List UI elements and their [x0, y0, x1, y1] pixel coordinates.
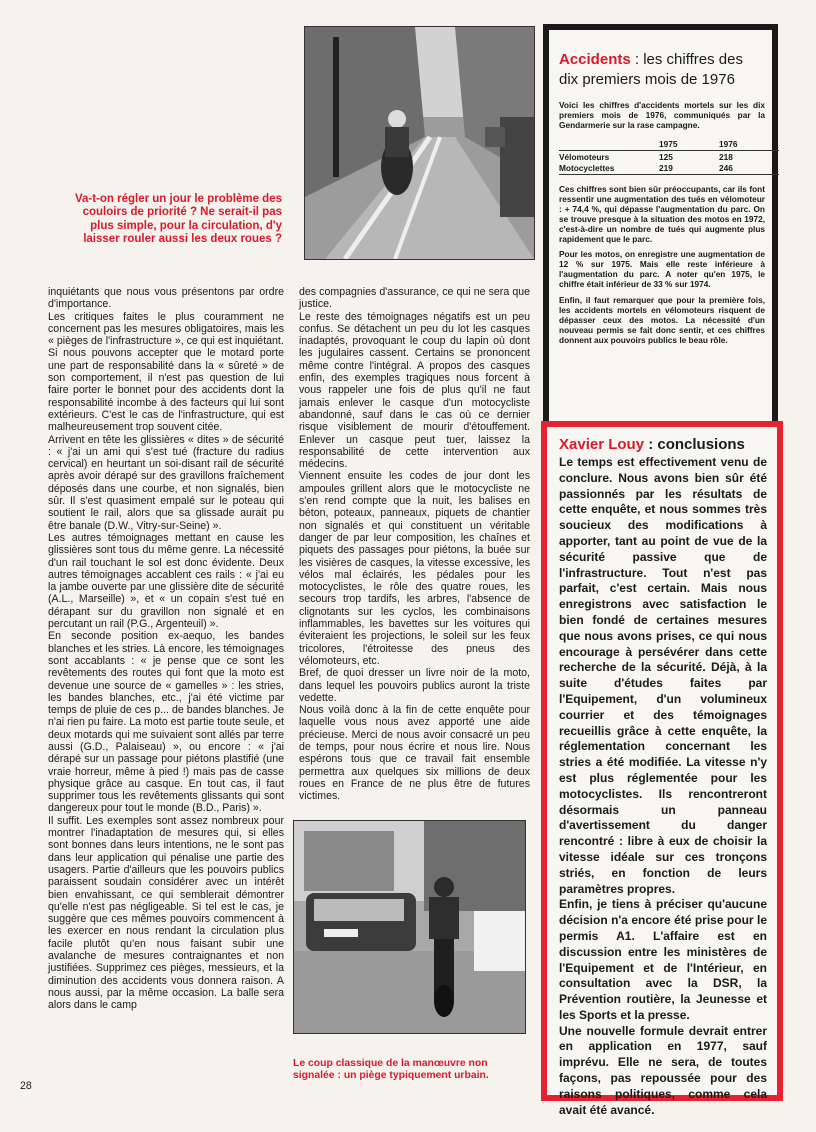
paragraph: Bref, de quoi dresser un livre noir de la moto, dans lequel les pouvoirs publics auront la triste vedette.	[299, 667, 530, 704]
paragraph: Si nous pouvons accepter que le motard porte une part de responsabilité dans la « sûreté » de son comportement, il n'est pas question de lui faire porter le bonnet pour des accidents dont la responsabilité incombe à des facteurs qui lui sont extérieurs. C'est le cas de l'infrastructure, qui est malheureusement trop souvent citée.	[48, 347, 284, 434]
page-number: 28	[20, 1080, 32, 1092]
conclusions-box-body	[559, 455, 767, 1118]
conclusions-title-name: Xavier Louy	[559, 436, 645, 453]
table-row	[559, 151, 779, 163]
paragraph: Les critiques faites le plus couramment ne concernent pas les mesures obligatoires, mais les « pièges de l'infrastructure », ce qui est inquiétant.	[48, 310, 284, 348]
accidents-table	[559, 138, 779, 174]
accidents-paragraph: Ces chiffres sont bien sûr préoccupants, car ils font ressentir une augmentation des tués en vélomoteur : + 74,4 %, qui dépasse l'augmentation du parc. On se trouve presque à la situation des motos en 1972, c'est-à-dire un nombre de tués qui augmente plus rapidement que le parc.	[559, 183, 765, 245]
article-column-middle	[299, 286, 530, 802]
accidents-statistics-box	[543, 24, 778, 432]
paragraph: Arrivent en tête les glissières « dites » de sécurité : « j'ai un ami qui s'est tué (fracture du radius cervical) en heurtant un soi-disant rail de sécurité après avoir dérapé sur des gravillons fraîchement déposés dans une courbe, et non signalés, bien sûr. Il s'est quasiment empalé sur le poteau qui soutient le rail, alors que sa glissade aurait pu être banale (D.W., Vitry-sur-Seine) ».	[48, 433, 284, 532]
accidents-paragraph: Enfin, il faut remarquer que pour la première fois, les accidents mortels en vélomoteurs risquent de dépasser ceux des motos. La nécessité d'un nouveau permis se fait donc sentir, et ces chiffres donnent aux pouvoirs publics le beau rôle.	[559, 294, 765, 345]
paragraph: des compagnies d'assurance, ce qui ne sera que justice.	[299, 286, 530, 311]
conclusions-title-rest: : conclusions	[644, 436, 745, 453]
table-cell: Vélomoteurs	[559, 151, 659, 163]
table-cell: Motocyclettes	[559, 162, 659, 174]
paragraph: Nous voilà donc à la fin de cette enquête pour laquelle vous nous avez apporté une aide précieuse. Merci de nous avoir consacré un peu de temps, pour nous écrire et nous lire. Nous espérons tous que ce travail fait ensemble permettra aux quelques six millions de deux roues en France de ne plus être de futures victimes.	[299, 704, 530, 803]
motorcyclist-street-photo	[304, 26, 535, 260]
bottom-photo-caption: Le coup classique de la manœuvre non signalée : un piège typiquement urbain.	[293, 1058, 489, 1082]
table-row	[559, 162, 779, 174]
conclusions-paragraph: Enfin, je tiens à préciser qu'aucune décision n'a encore été prise pour le permis A1. L'affaire est en discussion entre les ministères de l'Equipement et de l'Intérieur, en consultation avec la DSR, la Prévention routière, la Jeunesse et les Sports et la presse.	[559, 897, 767, 1022]
table-cell: 246	[719, 162, 779, 174]
conclusions-paragraph: Le temps est effectivement venu de conclure. Nous avons bien sûr été passionnés par les résultats de cette enquête, et nous sommes très soucieux des modifications à apporter, tant au point de vue de la sécurité passive que de l'infrastructure. Tout n'est pas parfait, c'est certain. Mais nous enregistrons avec satisfaction le bien fondé de certaines mesures que nous avons prises, ce qui nous encourage à persévérer dans cette recherche de la sécurité. Déjà, à la suite d'études faites par l'Equipement, d'un volumineux courrier et des témoignages recueillis grâce à cette enquête, la réglementation concernant les stries a été modifiée. La vitesse n'y est plus réglementée pour les motocyclistes. Ils rencontreront désormais un panneau d'avertissement du danger rencontré : libre à eux de choisir la vitesse idéale sur ces tronçons striés, en fonction de leurs paramètres propres.	[559, 455, 767, 896]
table-header-row	[559, 138, 779, 151]
paragraph: Les autres témoignages mettant en cause les glissières sont tous du même genre. La nécessité d'un rail touchant le sol est donc évidente. Deux autres témoignages accablent ces rails : « j'ai eu la jambe ouverte par une glissière dite de sécurité (A.L., Marseille) », et « un copain s'est tué en dérapant sur du gravillon non signalé et en percutant un rail (P.G., Argenteuil) ».	[48, 531, 284, 631]
accidents-box-title	[559, 50, 765, 90]
conclusions-box	[541, 421, 783, 1117]
top-photo-caption: Va-t-on régler un jour le problème des couloirs de priorité ? Ne serait-il pas plus simple, pour la circulation, d'y laisser rouler aussi les deux roues ?	[74, 193, 282, 246]
conclusions-box-title	[559, 436, 767, 453]
table-header-cell: 1976	[719, 138, 779, 151]
accidents-box-body	[559, 100, 765, 345]
paragraph: inquiétants que nous vous présentons par ordre d'importance.	[48, 286, 284, 311]
table-cell: 125	[659, 151, 719, 163]
article-column-left	[48, 286, 284, 1012]
car-motorcycle-photo	[293, 820, 526, 1034]
paragraph: Il suffit. Les exemples sont assez nombreux pour montrer l'inadaptation de mesures qui, si elles sont bonnes dans leurs intentions, ne le sont pas dans leur application qui pénalise une partie des usagers. Partie d'ailleurs que les pouvoirs publics paraissent soudain considérer avec un intérêt bien envahissant, ce qui semblerait démontrer qu'elle n'est pas négligeable. Si tel est le cas, je suggère que ces mêmes pouvoirs commencent à les exercer en nous rendant la circulation plus facile plutôt qu'en nous faisant subir une avalanche de mesures contraignantes et non justifiées. Supprimez ces pièges, messieurs, et la diminution des accidents vous donnera raison. A nous aussi, par la même occasion. La balle sera alors dans le camp	[48, 814, 284, 1012]
table-cell: 219	[659, 162, 719, 174]
accidents-intro: Voici les chiffres d'accidents mortels sur les dix premiers mois de 1976, communiqués par la Gendarmerie sur la rase campagne.	[559, 100, 765, 131]
paragraph: Le reste des témoignages négatifs est un peu confus. Se détachent un peu du lot les casques inadaptés, provoquant le coup du lapin où dont les jugulaires cassent. Certains se prononcent même contre l'intégral. A propos des casques enfin, des exemples tragiques nous forcent à vous rappeler une fois de plus qu'il ne faut jamais enlever le casque d'un motocycliste abandonné, sauf dans le cas où ce dernier risque visiblement de mourir d'étouffement. Enlever un casque peut tuer, laissez la responsabilité de cette intervention aux médecins.	[299, 310, 530, 471]
accidents-paragraph: Pour les motos, on enregistre une augmentation de 12 % sur 1975. Mais elle reste inférieure à l'augmentation du parc. A noter qu'en 1975, le chiffre était inférieur de 33 % sur 1974.	[559, 249, 765, 290]
conclusions-paragraph: Une nouvelle formule devrait entrer en application en 1977, sauf imprévu. Elle ne sera, de toutes façons, pas repoussée pour des raisons politiques, comme cela avait été avancé.	[559, 1023, 767, 1117]
paragraph: En seconde position ex-aequo, les bandes blanches et les stries. Là encore, les témoignages sont accablants : « je pense que ce sont les revêtements des routes qui font que la moto est devenue une source de « gamelles » : les stries, les bandes blanches, etc., j'ai été victime par temps de pluie de ces p... de bandes blanches. Je n'ai rien pu faire. La moto est partie toute seule, et deux motards qui me suivaient sont allés par terre aussi (G.D., Palaiseau) », ou encore : « j'ai dérapé sur un passage pour piétons plastifié (une vraie horreur, même à pied !) mais pas de casse physique grâce au casque. En tout cas, il faut supprimer tous les revêtements glissants qui sont dangereux pour tout le monde (B.D., Paris) ».	[48, 630, 284, 815]
accidents-title-highlight: Accidents	[559, 51, 631, 68]
accidents-title-rest: : les chiffres des dix premiers mois de 1976	[559, 51, 743, 88]
table-header-cell: 1975	[659, 138, 719, 151]
table-cell: 218	[719, 151, 779, 163]
paragraph: Viennent ensuite les codes de jour dont les ampoules grillent alors que le motocycliste ne s'en rend compte que la nuit, les balises en béton, poteaux, panneaux, piquets de chantier non signalés et qui constituent un véritable danger de par leur composition, les chaînes et piquets des passages pour piétons, la buée sur les visières de casques, la vitesse excessive, les vélos mal éclairés, les pédales pour les motocyclistes, le rôle des quatre roues, les secours trop tardifs, les arbres, l'absence de clignotants sur les cyclos, les combinaisons inflammables, les bavettes sur les voitures qui éviteraient les projections, le soleil sur les feux tricolores, l'étroitesse des pneus des vélomoteurs, etc.	[299, 470, 530, 667]
table-header-cell	[559, 138, 659, 151]
